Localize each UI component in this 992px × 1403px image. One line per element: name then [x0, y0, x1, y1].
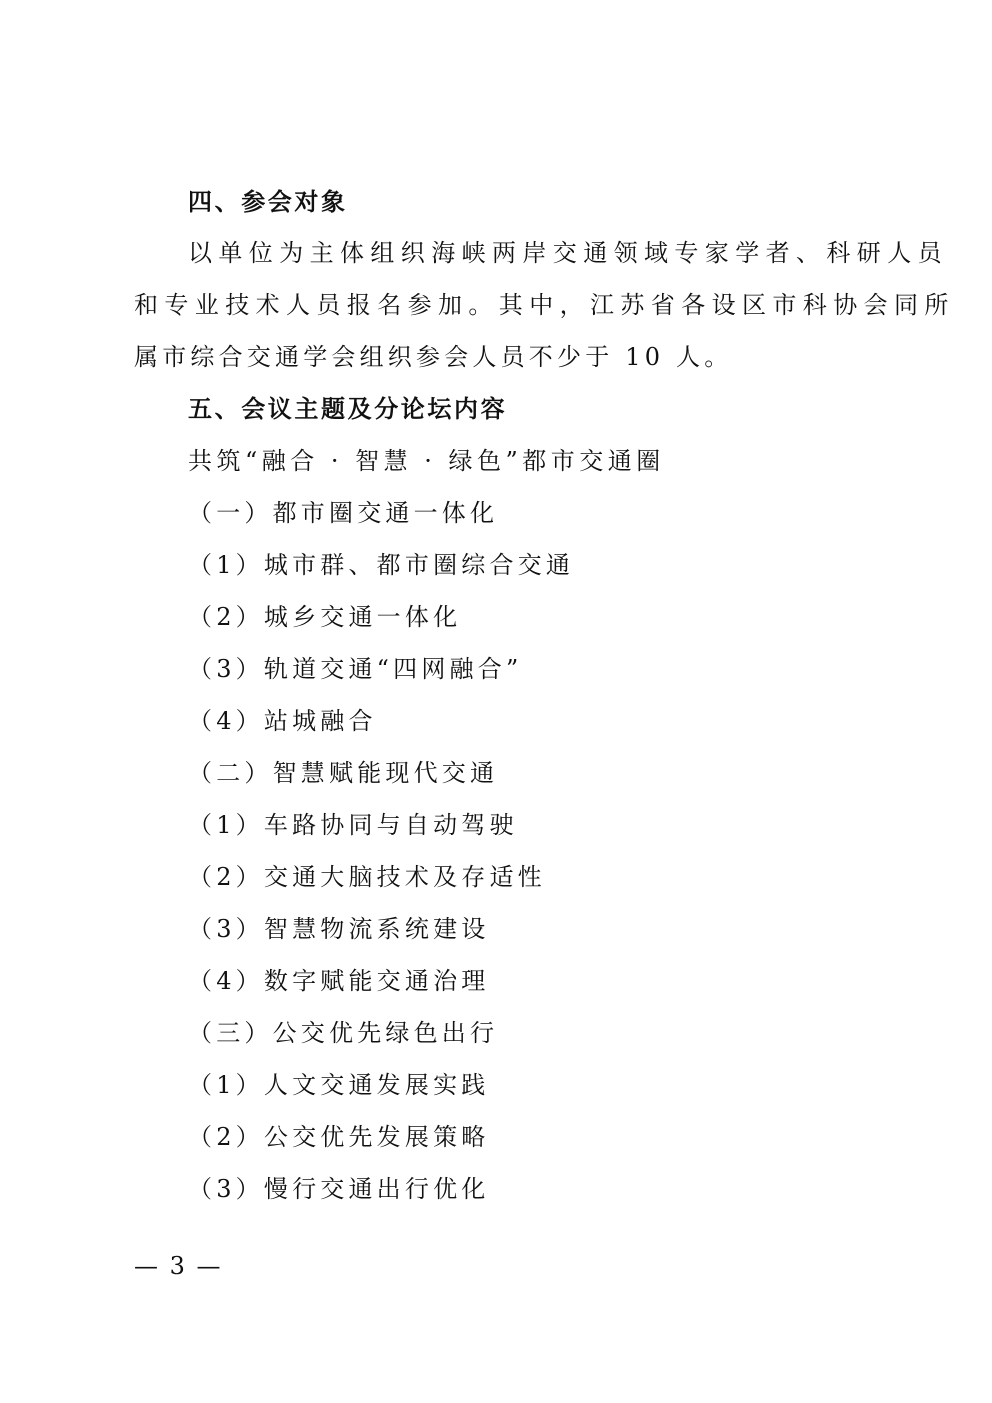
- outline-item: （4）数字赋能交通治理: [188, 967, 490, 995]
- outline-item: （3）智慧物流系统建设: [188, 915, 490, 943]
- outline-item: （2）公交优先发展策略: [188, 1123, 490, 1151]
- section-five-heading: 五、会议主题及分论坛内容: [188, 395, 508, 423]
- section-four-heading: 四、参会对象: [188, 188, 348, 216]
- theme-line: 共筑“融合 · 智慧 · 绿色”都市交通圈: [188, 447, 665, 475]
- outline-item: （1）人文交通发展实践: [188, 1071, 490, 1099]
- outline-item: （1）车路协同与自动驾驶: [188, 811, 518, 839]
- outline-item: （三）公交优先绿色出行: [188, 1019, 499, 1047]
- outline-item: （一）都市圈交通一体化: [188, 499, 499, 527]
- outline-item: （4）站城融合: [188, 707, 377, 735]
- outline-item: （3）慢行交通出行优化: [188, 1175, 490, 1203]
- outline-item: （2）交通大脑技术及存适性: [188, 863, 546, 891]
- outline-item: （二）智慧赋能现代交通: [188, 759, 499, 787]
- page-number: — 3 —: [134, 1252, 223, 1280]
- outline-item: （3）轨道交通“四网融合”: [188, 655, 523, 683]
- outline-item: （1）城市群、都市圈综合交通: [188, 551, 575, 579]
- paragraph-line-2: 和专业技术人员报名参加。其中，江苏省各设区市科协会同所: [134, 291, 955, 319]
- paragraph-line-3: 属市综合交通学会组织参会人员不少于 10 人。: [134, 343, 733, 371]
- outline-item: （2）城乡交通一体化: [188, 603, 462, 631]
- paragraph-line-1: 以单位为主体组织海峡两岸交通领域专家学者、科研人员: [188, 239, 948, 267]
